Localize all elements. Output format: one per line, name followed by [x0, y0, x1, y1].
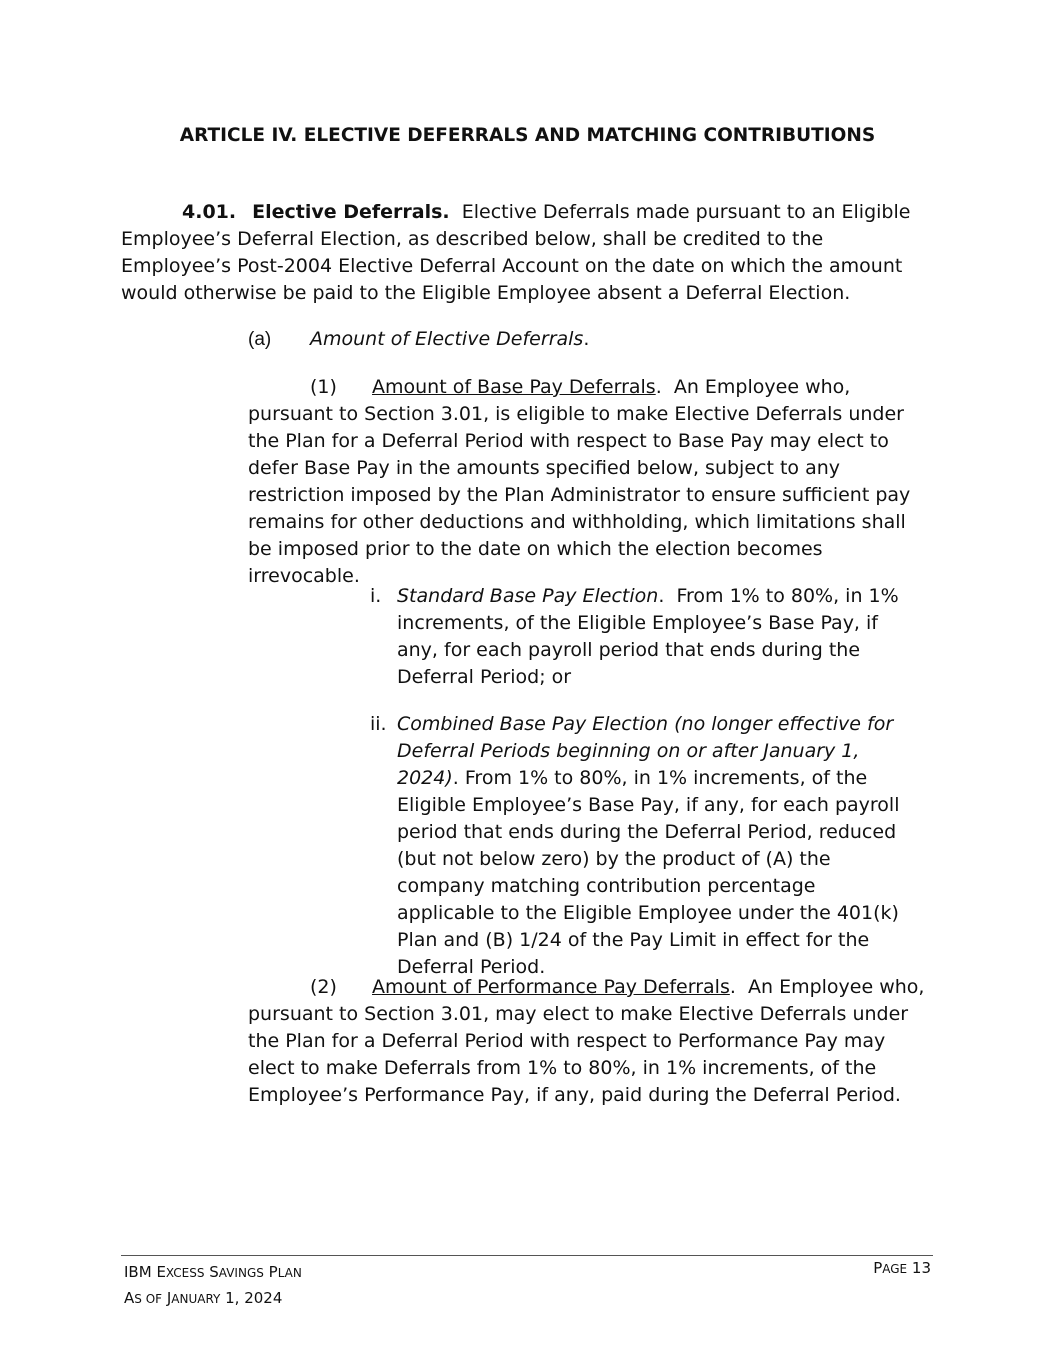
footer-plan-info — [124, 1260, 302, 1312]
list-item-title: Standard Base Pay Election — [397, 585, 659, 607]
paragraph-number: (2) — [310, 976, 337, 998]
paragraph-title: Amount of Base Pay Deferrals — [372, 376, 656, 398]
list-item-title: Combined Base Pay Election (no longer effective for Deferral Periods beginning on or after January 1, 2024) — [397, 713, 894, 789]
list-item-numeral: ii. — [370, 713, 387, 735]
article-heading: ARTICLE IV. ELECTIVE DEFERRALS AND MATCHING CONTRIBUTIONS — [179, 125, 876, 146]
list-item-body: From 1% to 80%, in 1% increments, of the Eligible Employee’s Base Pay, if any, for each payroll period that ends during the Deferral Period; or — [397, 585, 899, 688]
subsection-title-trail: . — [583, 328, 590, 350]
paragraph-2 — [248, 974, 932, 1109]
paragraph-title-trail: . — [655, 376, 662, 398]
list-item — [370, 583, 915, 691]
paragraph-body: An Employee who, pursuant to Section 3.01, may elect to make Elective Deferrals under the Plan for a Deferral Period with respect to Performance Pay may elect to make Deferrals from 1% to 80%, in 1% increments, of the Employee’s Performance Pay, if any, paid during the Deferral Period. — [248, 976, 925, 1106]
subsection-label: (a) — [248, 329, 272, 350]
paragraph-title: Amount of Performance Pay Deferrals — [372, 976, 730, 998]
footer-divider — [121, 1255, 933, 1256]
subsection-a — [248, 326, 928, 353]
paragraph-1 — [248, 374, 932, 590]
list-item — [370, 711, 915, 981]
section-4-01 — [121, 199, 933, 307]
section-body: Elective Deferrals made pursuant to an Eligible Employee’s Deferral Election, as described below, shall be credited to the Employee’s Post-2004 Elective Deferral Account on the date on which the amount would otherwise be paid to the Eligible Employee absent a Deferral Election. — [121, 201, 911, 304]
paragraph-title-trail: . — [729, 976, 736, 998]
subsection-title: Amount of Elective Deferrals — [310, 328, 584, 350]
list-item-body: From 1% to 80%, in 1% increments, of the Eligible Employee’s Base Pay, if any, for each payroll period that ends during the Deferral Period, reduced (but not below zero) by the product of (A) the company matching contribution percentage applicable to the Eligible Employee under the 401(k) Plan and (B) 1/24 of the Pay Limit in effect for the Deferral Period. — [397, 767, 900, 978]
page-number: PAGE 13 — [873, 1259, 931, 1277]
section-number: 4.01. — [182, 201, 237, 223]
list-item-title-trail: . — [452, 767, 459, 789]
paragraph-body: An Employee who, pursuant to Section 3.01, is eligible to make Elective Deferrals under the Plan for a Deferral Period with respect to Base Pay may elect to defer Base Pay in the amounts specified below, subject to any restriction imposed by the Plan Administrator to ensure sufficient pay remains for other deductions and withholding, which limitations shall be imposed prior to the date on which the election becomes irrevocable. — [248, 376, 911, 587]
section-title: Elective Deferrals. — [252, 201, 450, 223]
footer-as-of-date: AS OF JANUARY 1, 2024 — [124, 1289, 283, 1307]
paragraph-number: (1) — [310, 376, 337, 398]
list-item-numeral: i. — [370, 585, 382, 607]
list-item-title-trail: . — [658, 585, 665, 607]
footer-plan-name: IBM EXCESS SAVINGS PLAN — [124, 1263, 302, 1281]
